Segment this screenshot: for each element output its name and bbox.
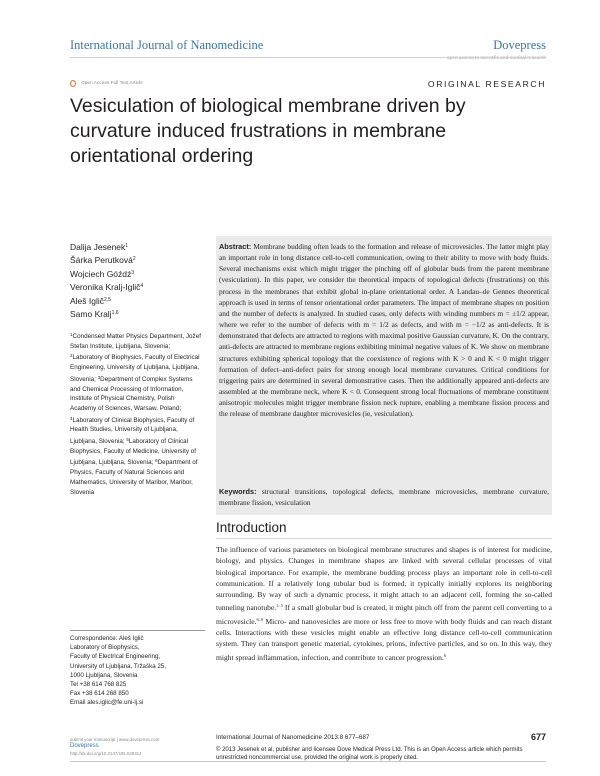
- intro-text: The influence of various parameters on biological membrane structures and shapes is of interest for medicine, biology, and physics. Changes in membrane shapes are linked with several cellular processes of vital biological importance. For example, the membrane budding process plays an important role in cell-to-cell communication. If a relatively long tubular bud is formed, it typically initially explores its neighboring surrounding. By way of such a dynamic process, it might attach to an adjacent cell, forming the so-called tunneling nanotube.: [216, 545, 552, 613]
- correspondence-line: Faculty of Electrical Engineering,: [70, 653, 161, 661]
- footer-dovepress-logo: Dovepress: [70, 743, 99, 749]
- keywords-text: structural transitions, topological defects, membrane microvesicles, membrane curvature, membrane fission, vesiculation: [219, 487, 549, 508]
- author: [70, 307, 143, 320]
- author-name: Wojciech Góźdź: [70, 268, 132, 279]
- open-access-icon: [70, 80, 76, 87]
- affiliation: Laboratory of Clinical Biophysics, Faculty of Medicine, University of Ljubljana, Ljubljana, Slovenia;: [70, 438, 196, 467]
- author-name: Šárka Perutková: [70, 255, 133, 266]
- correspondence-line: Fax +38 614 268 850: [70, 690, 129, 698]
- author-name: Samo Kralj: [70, 309, 112, 320]
- keywords-label: Keywords:: [219, 487, 257, 496]
- affiliation-mark: 2: [70, 353, 73, 359]
- affiliation: Department of Complex Systems and Chemical Processing of Information, Institute of Physical Chemistry, Polish Academy of Sciences, Warsaw, Poland;: [70, 375, 193, 412]
- author-list: [70, 240, 143, 320]
- footer-citation: International Journal of Nanomedicine 2013:8 677–687: [216, 734, 370, 741]
- introduction-paragraph: [216, 544, 552, 663]
- publisher-tagline: open access to scientific and medical research: [446, 56, 546, 61]
- keywords: [219, 486, 549, 508]
- submit-link[interactable]: submit your manuscript | www.dovepress.com: [70, 737, 160, 742]
- affiliation: Laboratory of Clinical Biophysics, Faculty of Health Studies, University of Ljubljana, Ljubljana, Slovenia;: [70, 416, 195, 446]
- author-affiliation-mark: 2: [132, 256, 136, 263]
- author: [70, 280, 143, 293]
- journal-name: International Journal of Nanomedicine: [70, 38, 264, 52]
- correspondence-line: Tel +38 614 768 825: [70, 681, 127, 689]
- author: [70, 294, 143, 307]
- footer-divider: [70, 761, 546, 762]
- footer-left: [70, 736, 210, 757]
- abstract: [219, 241, 549, 420]
- doi-link[interactable]: http://dx.doi.org/10.2147/IJN.S38314: [70, 751, 142, 756]
- correspondence-block: [70, 630, 205, 708]
- abstract-label: Abstract:: [219, 242, 252, 251]
- author-affiliation-mark: 2,5: [104, 296, 111, 303]
- introduction-heading: Introduction: [216, 520, 287, 535]
- citation-ref[interactable]: 6: [443, 652, 447, 658]
- open-access-text: Open Access Full Text Article: [81, 81, 143, 86]
- header-divider: [70, 57, 546, 58]
- intro-text: Micro- and nanovesicles are more or less free to move with body fluids and can reach distant cells. Interactions with these vesicles might enable an effective long distance cell-to-cell communication system. They can transport genetic material, cytokines, prions, infective particles, and so on. In this way, they might spread inflammation, infection, and contribute to cancer progression.: [216, 616, 552, 662]
- author: [70, 253, 143, 266]
- correspondence-line: Laboratory of Biophysics,: [70, 644, 140, 652]
- affiliations: [70, 330, 202, 497]
- copyright-notice: © 2013 Jesenek et al, publisher and licensee Dove Medical Press Ltd. This is an Open Access article which permits unrestricted noncommercial use, provided the original work is properly cited.: [216, 747, 523, 762]
- open-access-label: [70, 80, 143, 87]
- author-affiliation-mark: 3: [131, 269, 135, 276]
- article-type: ORIGINAL RESEARCH: [427, 79, 546, 89]
- author-name: Aleš Iglič: [70, 295, 105, 306]
- article-title: Vesiculation of biological membrane driven by curvature induced frustrations in membrane orientational ordering: [70, 95, 466, 167]
- correspondence-line: University of Ljubljana, Tržaška 25,: [70, 662, 166, 670]
- correspondence-line: 1000 Ljubljana, Slovenia: [70, 671, 138, 679]
- affiliation-mark: 6: [155, 458, 158, 464]
- correspondence-email[interactable]: Email ales.iglic@fe.uni-lj.si: [70, 699, 144, 707]
- page-number: 677: [530, 732, 546, 742]
- affiliation-mark: 1: [70, 332, 73, 337]
- affiliation: Laboratory of Biophysics, Faculty of Electrical Engineering, University of Ljubljana, Ljubljana, Slovenia;: [70, 354, 200, 383]
- author-affiliation-mark: 4: [140, 283, 144, 290]
- section-divider: [216, 538, 552, 539]
- affiliation: Condensed Matter Physics Department, Jožef Stefan Institute, Ljubljana, Slovenia;: [70, 333, 201, 350]
- abstract-text: Membrane budding often leads to the formation and release of microvesicles. The latter might play an important role in long distance cell-to-cell communication, owing to their ability to move with body fluids. Several mechanisms exist which might trigger the pinching off of globular buds from the parent membrane (vesiculation). In this paper, we consider the theoretical impacts of topological defects (frustrations) on this process in the membranes that exhibit global in-plane orientational order. A Landau–de Gennes theoretical approach is used in terms of tensor orientational order parameters. The impact of membrane shapes on position and the number of defects is analyzed. In studied cases, only defects with winding numbers m = ±1/2 appear, where we refer to the number of defects with m = 1/2 as defects, and with m = −1/2 as anti-defects. It is demonstrated that defects are attracted to regions with maximal positive Gaussian curvature, K. On the contrary, anti-defects are attracted to membrane regions exhibiting minimal negative values of K. We show on membrane structures exhibiting spherical topology that the coexistence of regions with K > 0 and K < 0 might trigger formation of defect–anti-defect pairs for strong enough local membrane curvatures. Critical conditions for triggering pairs are determined in several demonstrative cases. Then the additionally appeared anti-defects are assembled at the membrane neck, where K < 0. Consequent strong local fluctuations of membrane constituent anisotropic molecules might trigger membrane fission neck rupture, enabling a membrane fission process and the release of membrane daughter microvesicles (ie, vesiculation).: [219, 242, 549, 419]
- author: [70, 267, 143, 280]
- author: [70, 240, 143, 253]
- author-affiliation-mark: 1,6: [111, 310, 119, 317]
- author-name: Veronika Kralj-Iglič: [70, 282, 141, 293]
- citation-ref[interactable]: 6–9: [256, 616, 264, 622]
- intro-text: If a small globular bud is created, it might pinch off from the parent cell converting to a microvesicle.: [216, 603, 552, 626]
- correspondence-line: Correspondence: Aleš Iglič: [70, 635, 144, 642]
- affiliation: Department of Physics, Faculty of Natural Sciences and Mathematics, University of Maribor, Maribor, Slovenia: [70, 459, 198, 496]
- author-affiliation-mark: 1: [125, 243, 129, 249]
- publisher-logo: Dovepress: [493, 38, 546, 52]
- citation-ref[interactable]: 1–5: [276, 603, 283, 609]
- affiliation-mark: 3: [97, 374, 101, 380]
- author-name: Dalija Jesenek: [70, 242, 126, 252]
- affiliation-mark: 4: [70, 415, 73, 421]
- affiliation-mark: 5: [126, 437, 129, 443]
